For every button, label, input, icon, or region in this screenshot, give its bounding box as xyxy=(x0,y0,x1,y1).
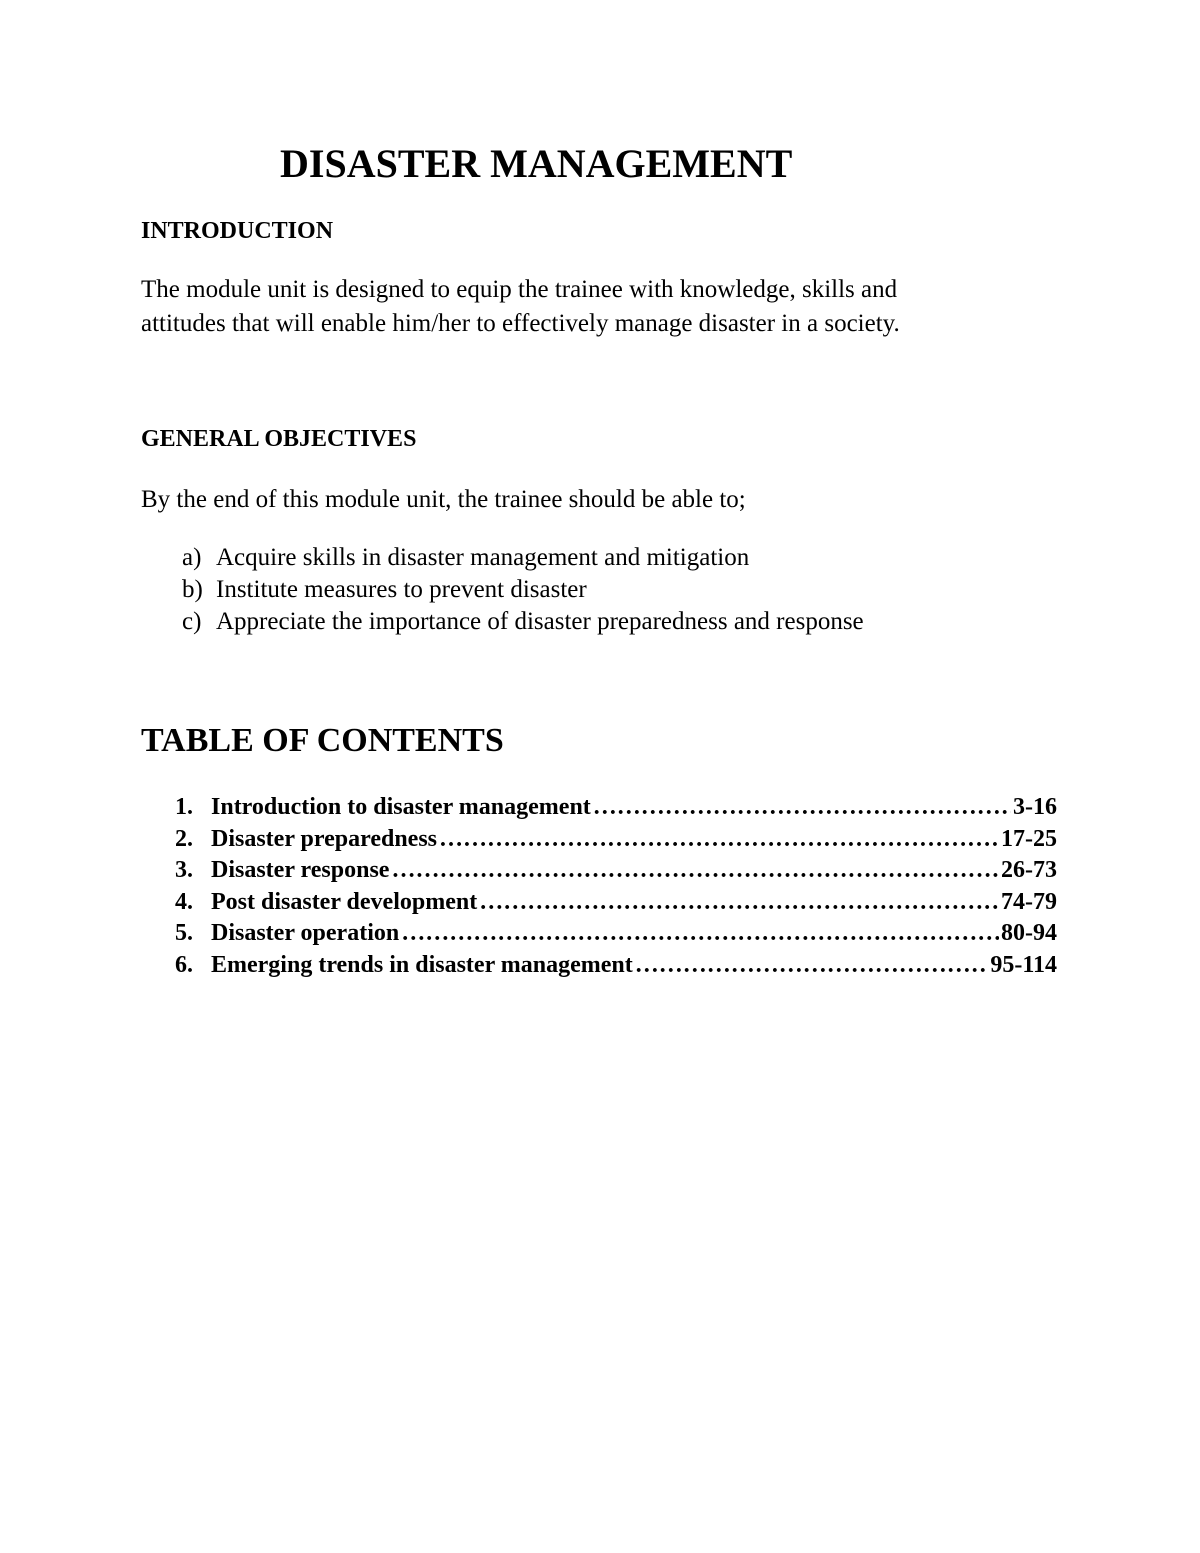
table-of-contents-list xyxy=(175,792,1057,981)
objective-marker: b) xyxy=(182,576,203,603)
toc-dot-leader xyxy=(479,887,999,919)
introduction-paragraph xyxy=(141,273,1021,341)
toc-entry-number: 1. xyxy=(175,794,193,820)
objective-text: Acquire skills in disaster management and mitigation xyxy=(216,544,750,571)
toc-entry-number: 5. xyxy=(175,920,193,946)
toc-entry-pages: 95-114 xyxy=(990,951,1057,978)
introduction-line: attitudes that will enable him/her to effectively manage disaster in a society. xyxy=(141,310,900,337)
objective-text: Appreciate the importance of disaster preparedness and response xyxy=(216,608,864,635)
toc-entry-number: 2. xyxy=(175,825,193,852)
toc-entry-label: Disaster preparedness xyxy=(211,825,438,852)
toc-dot-leader xyxy=(439,824,999,856)
toc-entry[interactable] xyxy=(175,887,1057,919)
toc-entry-label: Post disaster development xyxy=(211,888,478,915)
toc-entry-pages: 26-73 xyxy=(1001,857,1057,883)
toc-entry-pages: 3-16 xyxy=(1013,794,1057,820)
toc-entry-pages: 17-25 xyxy=(1001,825,1057,852)
toc-entry-label: Emerging trends in disaster management xyxy=(211,951,633,978)
toc-entry[interactable] xyxy=(175,855,1057,887)
introduction-line: The module unit is designed to equip the trainee with knowledge, skills and xyxy=(141,276,898,303)
objective-item xyxy=(182,574,864,606)
toc-entry[interactable] xyxy=(175,824,1057,856)
toc-entry-label: Introduction to disaster management xyxy=(211,794,591,820)
toc-entry[interactable] xyxy=(175,792,1057,824)
toc-entry[interactable] xyxy=(175,918,1057,950)
toc-dot-leader xyxy=(593,792,1011,824)
toc-entry-pages: 74-79 xyxy=(1001,888,1057,915)
general-objectives-heading: GENERAL OBJECTIVES xyxy=(141,426,417,452)
objective-marker: a) xyxy=(182,544,202,571)
toc-entry-label: Disaster response xyxy=(211,857,390,883)
objectives-lead: By the end of this module unit, the trainee should be able to; xyxy=(141,486,746,513)
toc-entry-number: 4. xyxy=(175,888,193,915)
toc-dot-leader xyxy=(401,918,999,950)
toc-entry-number: 3. xyxy=(175,857,193,883)
table-of-contents-heading: TABLE OF CONTENTS xyxy=(141,722,504,759)
introduction-heading: INTRODUCTION xyxy=(141,218,334,244)
document-title: DISASTER MANAGEMENT xyxy=(280,141,793,186)
toc-entry-number: 6. xyxy=(175,951,193,978)
toc-dot-leader xyxy=(635,950,989,982)
toc-entry-label: Disaster operation xyxy=(211,920,400,946)
toc-entry[interactable] xyxy=(175,950,1057,982)
objective-marker: c) xyxy=(182,608,202,635)
objectives-list xyxy=(182,542,864,638)
toc-dot-leader xyxy=(391,855,999,887)
objective-item xyxy=(182,542,864,574)
toc-entry-pages: 80-94 xyxy=(1001,920,1057,946)
objective-text: Institute measures to prevent disaster xyxy=(216,576,587,603)
objective-item xyxy=(182,606,864,638)
